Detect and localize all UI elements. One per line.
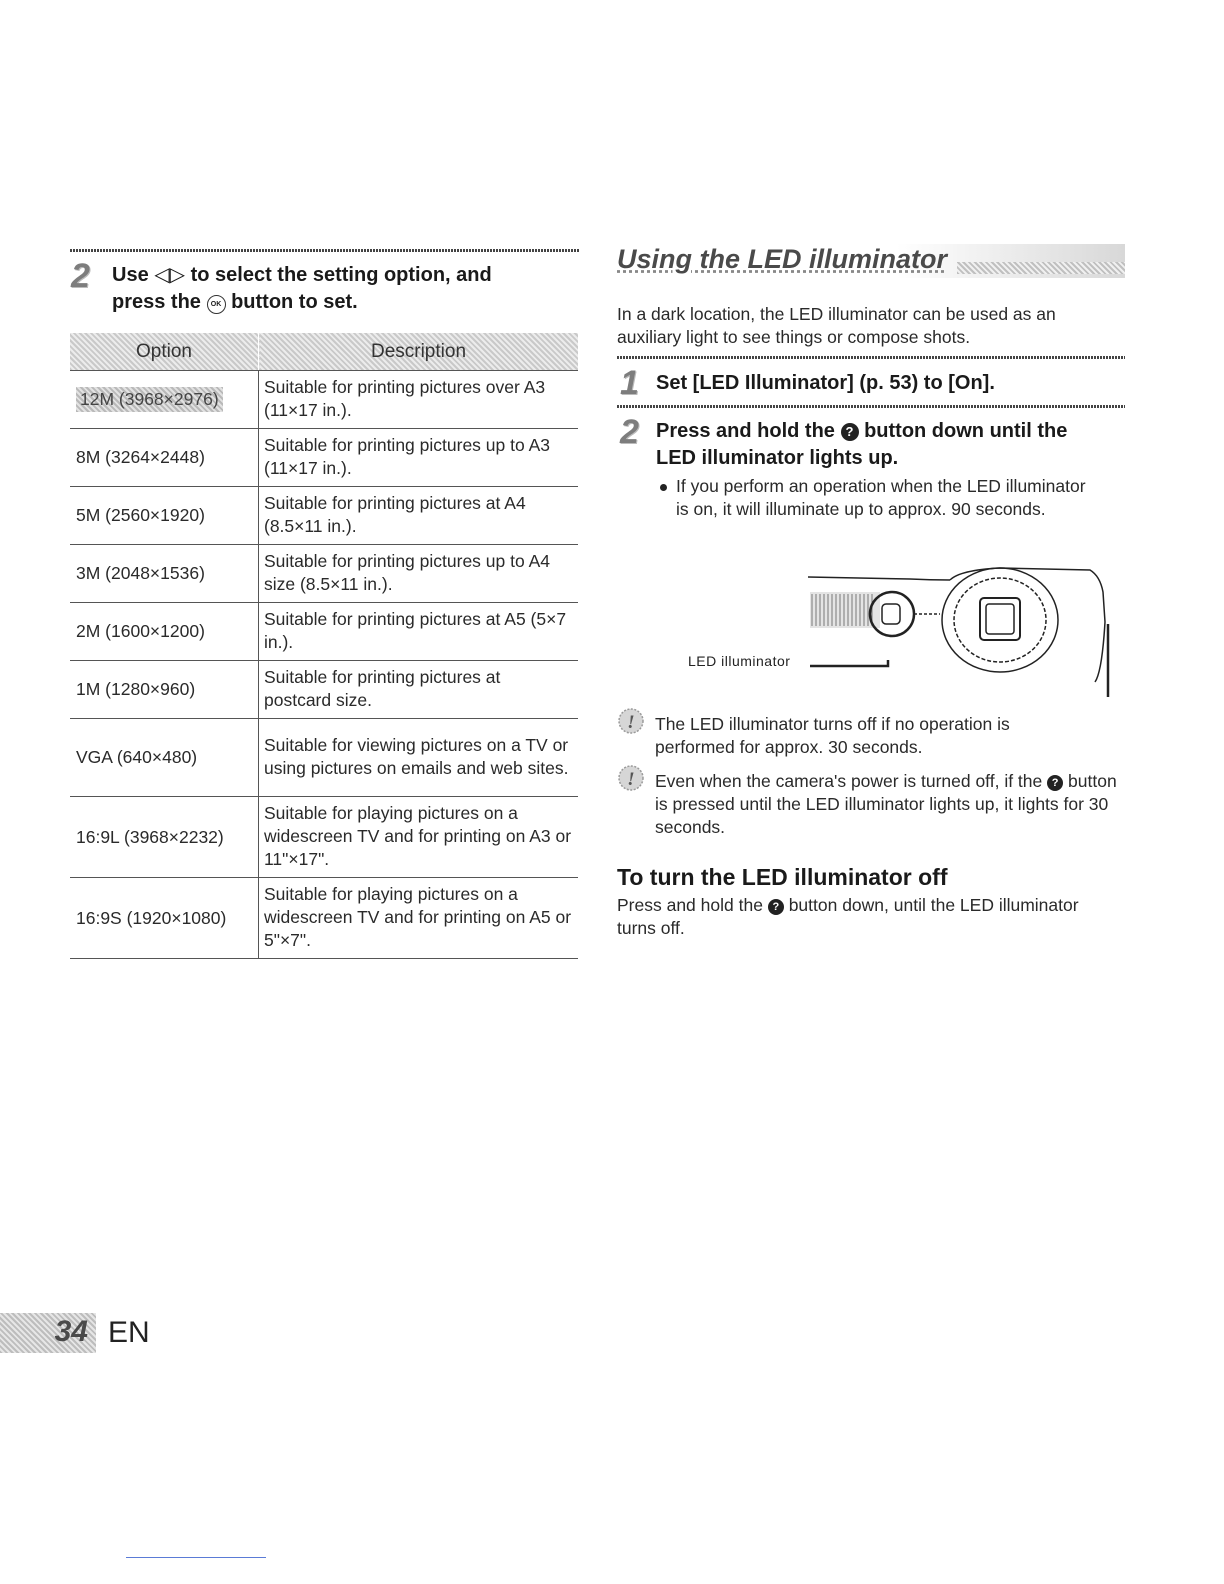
option-cell: VGA (640×480)	[70, 719, 259, 797]
step2-text	[656, 418, 1126, 472]
table-row	[70, 797, 578, 878]
description-cell: Suitable for printing pictures at A5 (5×7 in.).	[259, 603, 579, 661]
bullet-text: If you perform an operation when the LED illuminator is on, it will illuminate up to approx. 90 seconds.	[676, 476, 1086, 519]
led-window	[882, 604, 900, 624]
lens-inner	[986, 604, 1014, 634]
step2-text-line2: LED illuminator lights up.	[656, 447, 899, 469]
step1-number: 1	[620, 364, 637, 402]
camera-top-edge	[808, 577, 950, 580]
step-text-use: Use	[112, 264, 149, 286]
option-cell: 16:9L (3968×2232)	[70, 797, 259, 878]
question-button-icon: ?	[841, 423, 859, 441]
step-text-set: button to set.	[231, 291, 358, 313]
caution-icon	[617, 764, 645, 792]
page-number-box	[0, 1313, 96, 1353]
header-description: Description	[259, 333, 579, 371]
step2-text-b: button down until the	[864, 420, 1068, 442]
svg-text:!: !	[627, 712, 635, 733]
label-leader-line	[810, 660, 888, 666]
table-row	[70, 545, 578, 603]
figure-label: LED illuminator	[688, 653, 791, 669]
right-rule-2	[617, 405, 1125, 408]
page-number: 34	[54, 1315, 88, 1348]
turn-off-text-a: Press and hold the	[617, 895, 763, 915]
description-cell: Suitable for printing pictures up to A3 (11×17 in.).	[259, 429, 579, 487]
turn-off-text-b: button down, until the LED illuminator turns off.	[617, 895, 1079, 938]
table-header-row	[70, 333, 578, 371]
bottom-rule	[126, 1557, 266, 1558]
description-cell: Suitable for printing pictures over A3 (11×17 in.).	[259, 371, 579, 429]
table-row	[70, 371, 578, 429]
step-text-select: to select the setting option, and	[190, 264, 492, 286]
caution-icon	[617, 707, 645, 735]
option-highlight: 12M (3968×2976)	[76, 387, 223, 412]
right-rule-1	[617, 356, 1125, 359]
bullet-item	[660, 475, 1100, 521]
header-option: Option	[70, 333, 259, 371]
option-cell: 16:9S (1920×1080)	[70, 878, 259, 959]
description-cell: Suitable for printing pictures at postcard size.	[259, 661, 579, 719]
image-size-table	[70, 333, 578, 959]
option-cell	[70, 371, 259, 429]
question-button-icon: ?	[768, 899, 784, 915]
table-row	[70, 603, 578, 661]
table-row	[70, 719, 578, 797]
step-text-press: press the	[112, 291, 201, 313]
lens-ring-inner	[954, 578, 1046, 662]
page-language: EN	[108, 1316, 150, 1349]
table-row	[70, 429, 578, 487]
description-cell: Suitable for printing pictures up to A4 size (8.5×11 in.).	[259, 545, 579, 603]
step2-text-a: Press and hold the	[656, 420, 835, 442]
description-cell: Suitable for playing pictures on a widescreen TV and for printing on A3 or 11"×17".	[259, 797, 579, 878]
svg-text:!: !	[627, 769, 635, 790]
section-title-text: Using the LED illuminator	[617, 244, 948, 274]
bullet-dot-icon	[660, 484, 667, 491]
note-2-text-a: Even when the camera's power is turned off, if the	[655, 771, 1043, 791]
option-cell: 2M (1600×1200)	[70, 603, 259, 661]
camera-body-outline	[950, 568, 1105, 682]
option-cell: 5M (2560×1920)	[70, 487, 259, 545]
description-cell: Suitable for playing pictures on a widescreen TV and for printing on A5 or 5"×7".	[259, 878, 579, 959]
option-cell: 8M (3264×2448)	[70, 429, 259, 487]
turn-off-paragraph	[617, 894, 1087, 940]
step2-number: 2	[620, 413, 637, 451]
ok-button-icon: OK	[207, 295, 226, 314]
step-instruction	[112, 262, 572, 316]
step1-text: Set [LED Illuminator] (p. 53) to [On].	[656, 372, 995, 394]
table-row	[70, 661, 578, 719]
left-right-arrows-icon: ◁▷	[154, 264, 186, 286]
question-button-icon: ?	[1047, 775, 1063, 791]
intro-paragraph: In a dark location, the LED illuminator can be used as an auxiliary light to see things or compose shots.	[617, 304, 1056, 347]
note-2	[655, 770, 1123, 839]
note-1: The LED illuminator turns off if no operation is performed for approx. 30 seconds.	[655, 714, 1010, 757]
description-cell: Suitable for printing pictures at A4 (8.5×11 in.).	[259, 487, 579, 545]
table-row	[70, 487, 578, 545]
table-row	[70, 878, 578, 959]
lens-ring-outer	[942, 568, 1058, 672]
section-title	[617, 244, 1125, 278]
note-2-text-b: button is pressed until the LED illuminator lights up, it lights for 30 seconds.	[655, 771, 1117, 837]
subheading: To turn the LED illuminator off	[617, 864, 948, 890]
camera-figure	[800, 562, 1120, 702]
left-top-rule	[70, 249, 580, 252]
option-cell: 3M (2048×1536)	[70, 545, 259, 603]
step-number: 2	[71, 257, 88, 295]
description-cell: Suitable for viewing pictures on a TV or using pictures on emails and web sites.	[259, 719, 579, 797]
title-pattern-fill	[957, 262, 1125, 274]
option-cell: 1M (1280×960)	[70, 661, 259, 719]
